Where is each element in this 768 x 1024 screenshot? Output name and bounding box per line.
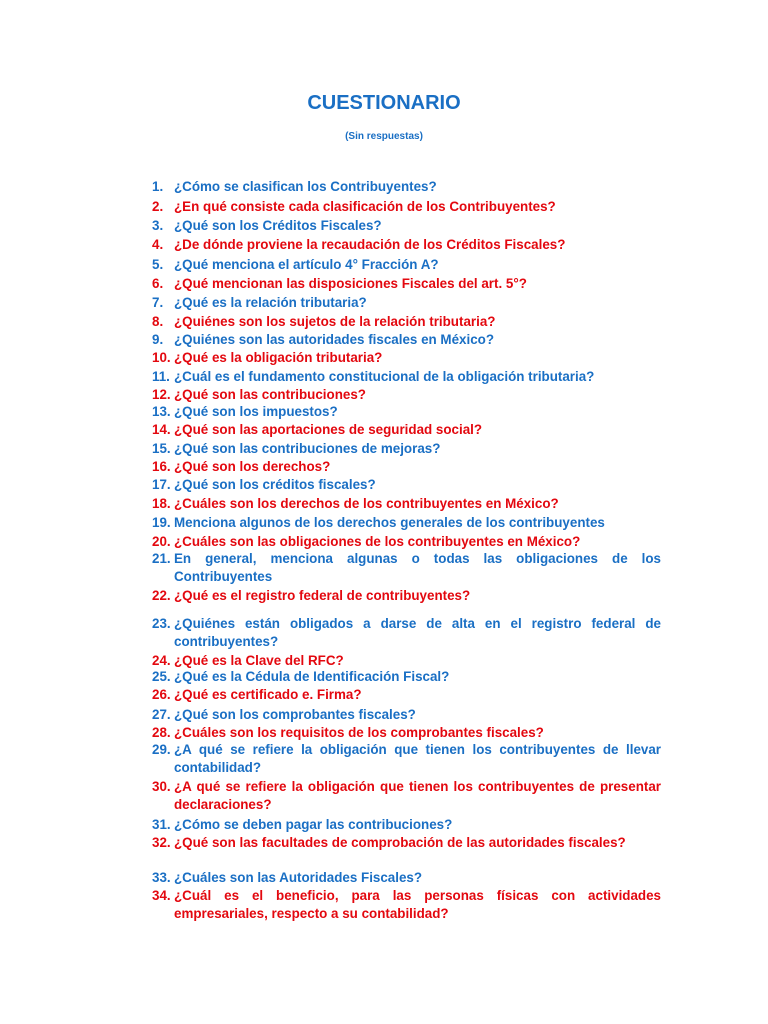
question-number: 28. xyxy=(152,725,171,740)
question-item xyxy=(152,869,661,887)
question-number: 29. xyxy=(152,742,171,757)
question-item xyxy=(152,440,661,458)
question-text: ¿Qué son los Créditos Fiscales? xyxy=(174,218,382,233)
question-text: ¿Qué es la relación tributaria? xyxy=(174,295,367,310)
question-number: 22. xyxy=(152,588,171,603)
question-text: ¿Cuál es el fundamento constitucional de la obligación tributaria? xyxy=(174,369,595,384)
question-text: ¿Qué son los comprobantes fiscales? xyxy=(174,707,416,722)
question-item xyxy=(152,476,661,494)
question-number: 16. xyxy=(152,459,171,474)
question-item xyxy=(152,178,661,196)
question-number: 17. xyxy=(152,477,171,492)
question-number: 32. xyxy=(152,835,171,850)
question-item xyxy=(152,514,661,532)
question-item xyxy=(152,458,661,476)
question-number: 7. xyxy=(152,295,164,310)
question-text: ¿Cuáles son los derechos de los contribuyentes en México? xyxy=(174,496,559,511)
question-number: 34. xyxy=(152,888,171,903)
question-item xyxy=(152,887,661,923)
question-text: ¿Qué son las contribuciones de mejoras? xyxy=(174,441,441,456)
question-text: ¿Qué es la Cédula de Identificación Fiscal? xyxy=(174,669,450,684)
question-item xyxy=(152,421,661,439)
question-text: ¿De dónde proviene la recaudación de los Créditos Fiscales? xyxy=(174,237,566,252)
question-text: ¿A qué se refiere la obligación que tienen los contribuyentes de presentar declaraciones? xyxy=(174,779,661,812)
question-number: 13. xyxy=(152,404,171,419)
question-text: ¿En qué consiste cada clasificación de los Contribuyentes? xyxy=(174,199,556,214)
question-text: ¿Cómo se deben pagar las contribuciones? xyxy=(174,817,453,832)
question-item xyxy=(152,668,661,686)
question-number: 4. xyxy=(152,237,164,252)
question-item xyxy=(152,275,661,293)
question-number: 31. xyxy=(152,817,171,832)
question-item xyxy=(152,294,661,312)
question-number: 1. xyxy=(152,179,164,194)
question-item xyxy=(152,706,661,724)
question-number: 10. xyxy=(152,350,171,365)
question-item xyxy=(152,816,661,834)
question-number: 3. xyxy=(152,218,164,233)
question-item xyxy=(152,313,661,331)
question-item xyxy=(152,236,661,254)
question-item xyxy=(152,834,661,852)
question-text: ¿Quiénes son las autoridades fiscales en México? xyxy=(174,332,494,347)
question-text: En general, menciona algunas o todas las obligaciones de los Contribuyentes xyxy=(174,551,661,584)
question-text: ¿Qué son los créditos fiscales? xyxy=(174,477,376,492)
question-number: 9. xyxy=(152,332,164,347)
page-title: CUESTIONARIO xyxy=(307,92,461,114)
question-number: 5. xyxy=(152,257,164,272)
question-text: ¿Qué es la Clave del RFC? xyxy=(174,653,344,668)
question-text: ¿Qué mencionan las disposiciones Fiscales del art. 5°? xyxy=(174,276,527,291)
question-text: ¿Qué son las aportaciones de seguridad social? xyxy=(174,422,483,437)
question-text: Menciona algunos de los derechos generales de los contribuyentes xyxy=(174,515,605,530)
question-text: ¿A qué se refiere la obligación que tienen los contribuyentes de llevar contabilidad? xyxy=(174,742,661,775)
question-text: ¿Qué es el registro federal de contribuyentes? xyxy=(174,588,471,603)
question-number: 8. xyxy=(152,314,164,329)
question-text: ¿Qué son las facultades de comprobación de las autoridades fiscales? xyxy=(174,835,626,850)
question-item xyxy=(152,741,661,777)
question-text: ¿Qué son los impuestos? xyxy=(174,404,338,419)
question-item xyxy=(152,615,661,651)
question-number: 11. xyxy=(152,369,170,384)
question-text: ¿Cuáles son las Autoridades Fiscales? xyxy=(174,870,423,885)
question-item xyxy=(152,495,661,513)
question-item xyxy=(152,403,661,421)
question-text: ¿Quiénes son los sujetos de la relación tributaria? xyxy=(174,314,496,329)
question-number: 15. xyxy=(152,441,171,456)
question-number: 27. xyxy=(152,707,171,722)
question-number: 14. xyxy=(152,422,171,437)
question-item xyxy=(152,724,661,742)
question-number: 21. xyxy=(152,551,171,566)
question-text: ¿Cuál es el beneficio, para las personas físicas con actividades empresariales, respecto a su contabilidad? xyxy=(174,888,661,921)
question-number: 12. xyxy=(152,387,171,402)
question-item xyxy=(152,386,661,404)
question-item xyxy=(152,533,661,551)
question-item xyxy=(152,587,661,605)
question-number: 18. xyxy=(152,496,171,511)
question-number: 30. xyxy=(152,779,171,794)
page-subtitle: (Sin respuestas) xyxy=(345,131,423,142)
question-number: 25. xyxy=(152,669,171,684)
question-item xyxy=(152,778,661,814)
question-number: 6. xyxy=(152,276,164,291)
question-number: 19. xyxy=(152,515,171,530)
question-item xyxy=(152,550,661,586)
question-item xyxy=(152,256,661,274)
question-item xyxy=(152,331,661,349)
question-item xyxy=(152,198,661,216)
question-item xyxy=(152,368,661,386)
question-number: 2. xyxy=(152,199,164,214)
question-number: 33. xyxy=(152,870,171,885)
question-text: ¿Qué menciona el artículo 4° Fracción A? xyxy=(174,257,439,272)
question-text: ¿Qué es certificado e. Firma? xyxy=(174,687,362,702)
question-item xyxy=(152,217,661,235)
question-text: ¿Cómo se clasifican los Contribuyentes? xyxy=(174,179,437,194)
question-text: ¿Quiénes están obligados a darse de alta en el registro federal de contribuyentes? xyxy=(174,616,661,649)
question-text: ¿Qué es la obligación tributaria? xyxy=(174,350,383,365)
question-number: 26. xyxy=(152,687,171,702)
question-number: 24. xyxy=(152,653,171,668)
question-text: ¿Qué son las contribuciones? xyxy=(174,387,366,402)
question-item xyxy=(152,349,661,367)
question-text: ¿Cuáles son los requisitos de los comprobantes fiscales? xyxy=(174,725,544,740)
question-text: ¿Qué son los derechos? xyxy=(174,459,331,474)
question-number: 23. xyxy=(152,616,171,631)
question-item xyxy=(152,686,661,704)
question-text: ¿Cuáles son las obligaciones de los contribuyentes en México? xyxy=(174,534,581,549)
question-number: 20. xyxy=(152,534,171,549)
